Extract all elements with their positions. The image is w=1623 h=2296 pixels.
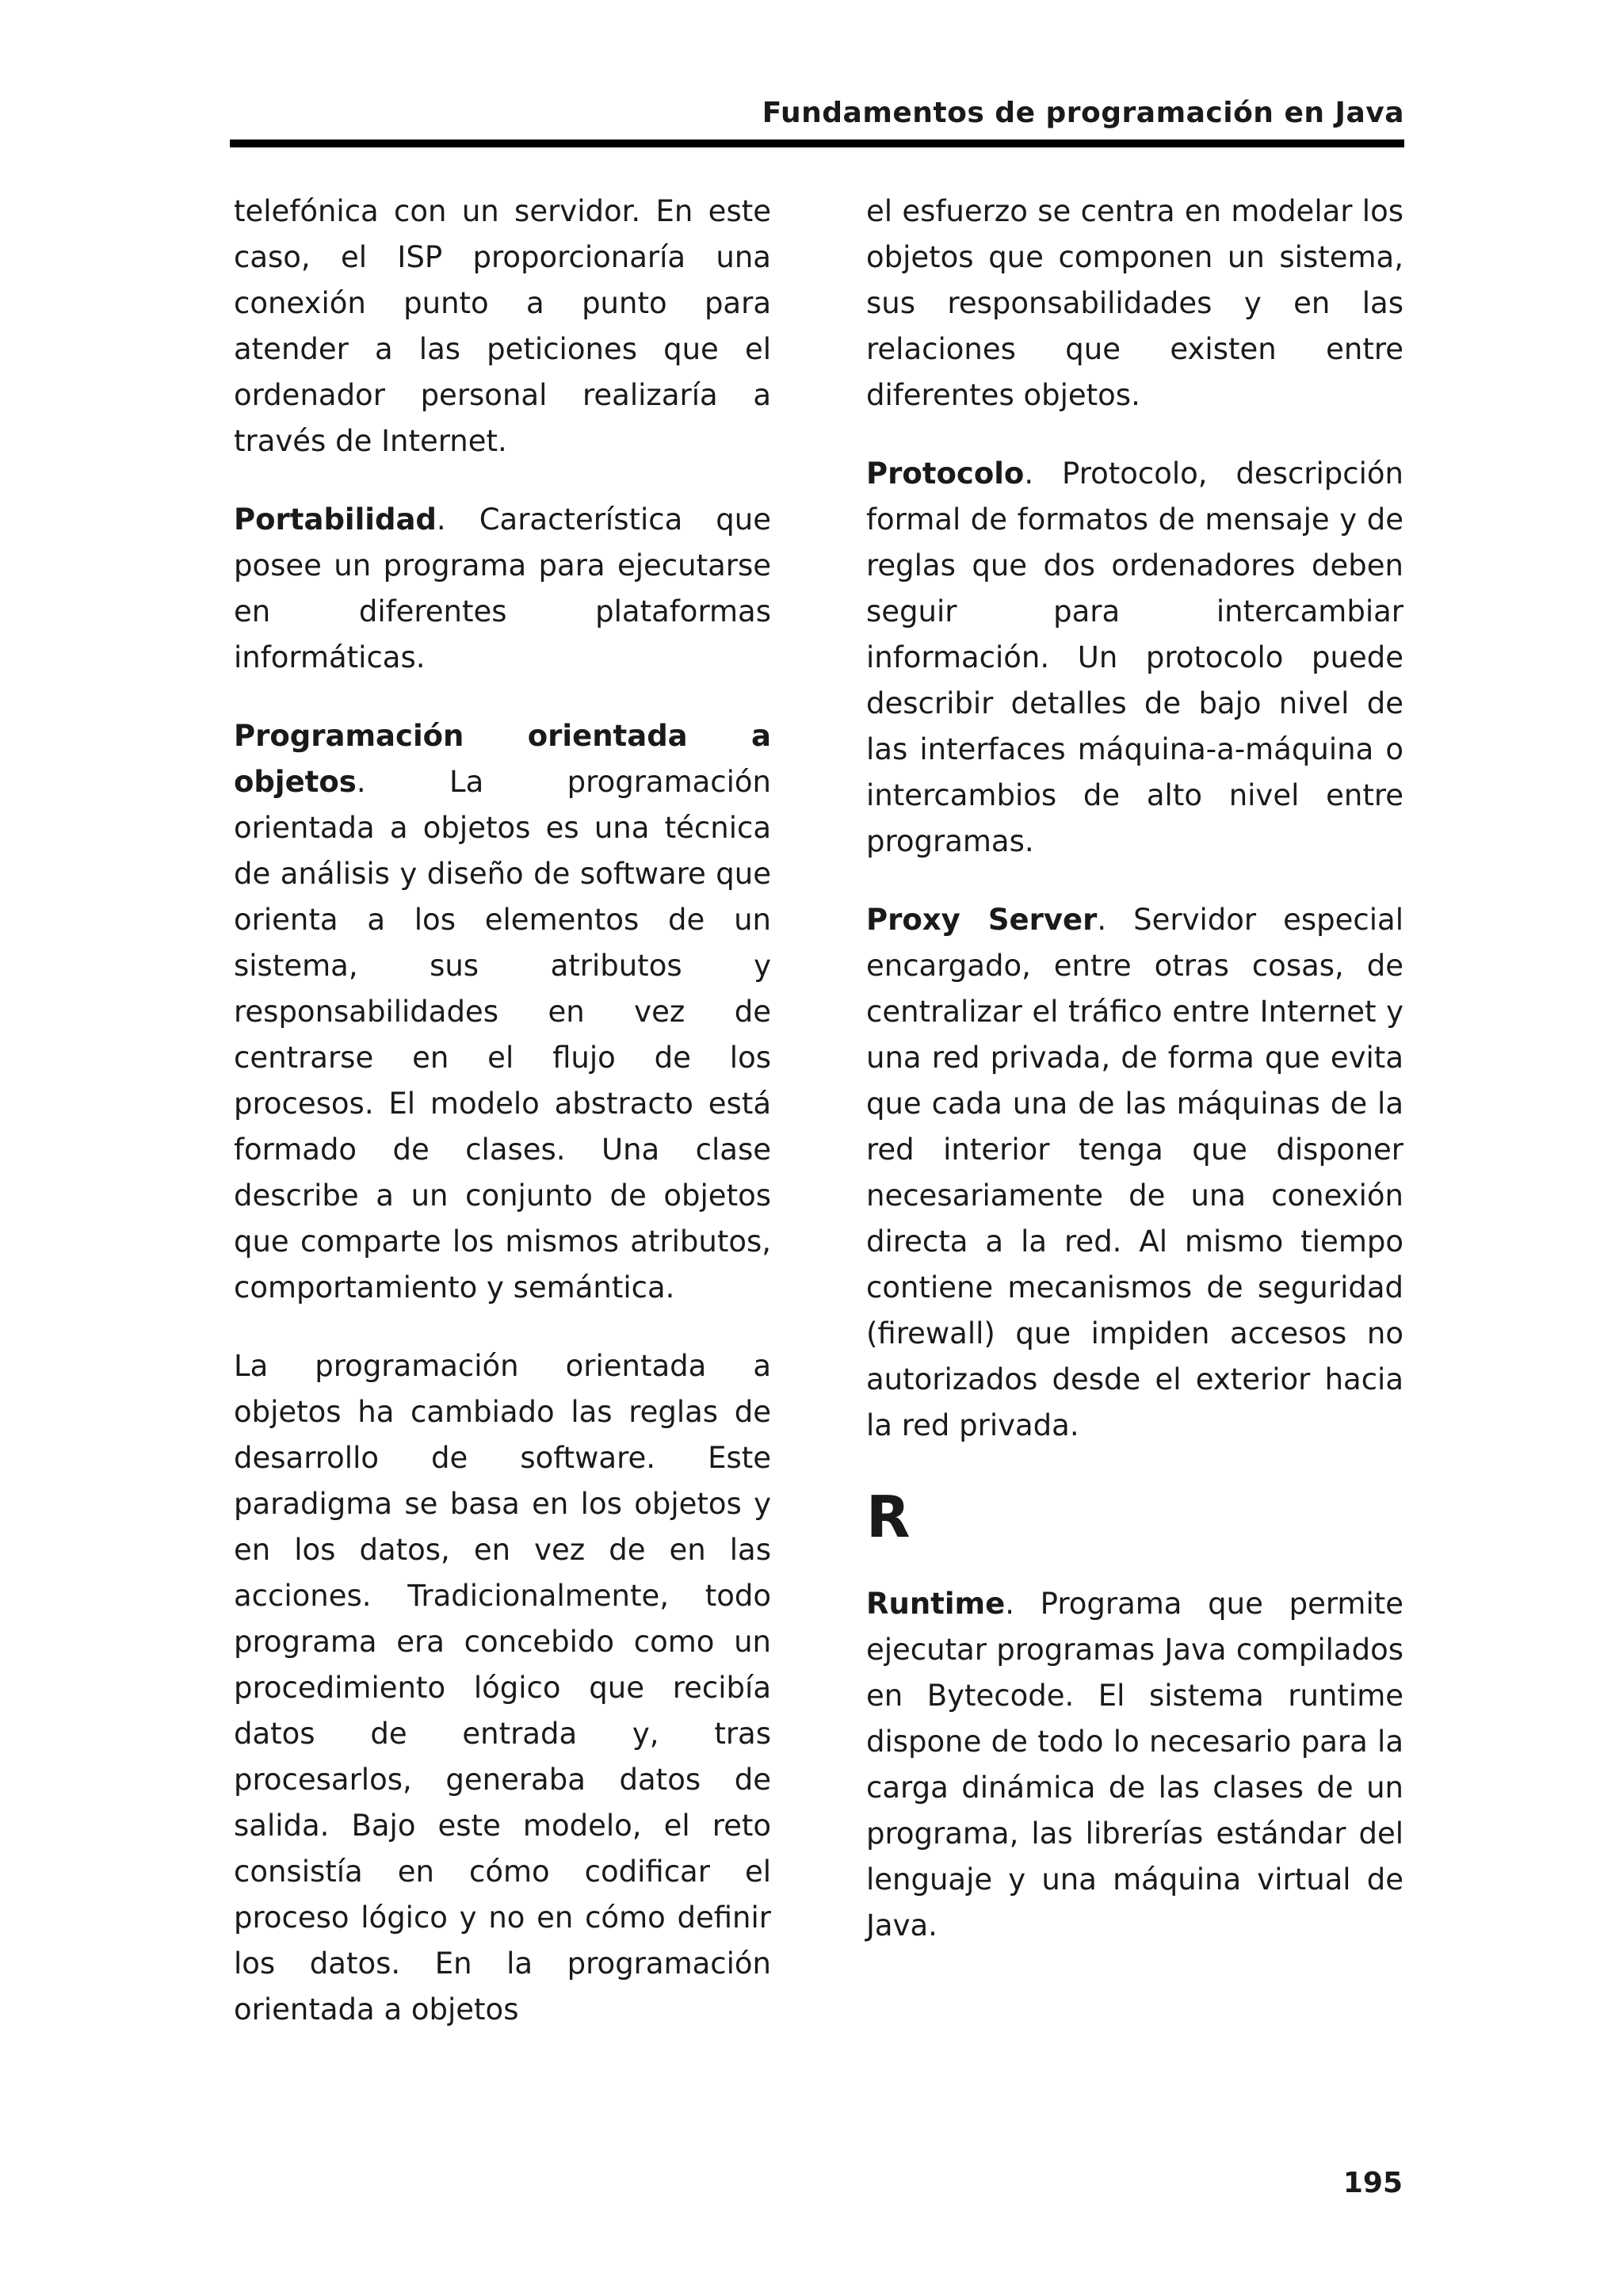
term-proxy-server: Proxy Server (866, 903, 1098, 937)
paragraph-poo-paradigm: La programación orientada a objetos ha cambiado las reglas de desarrollo de software. Este paradigma se basa en los objetos y en los datos, en vez de en las acciones. Tradicionalmente, todo programa era concebido como un procedimiento lógico que recibía datos de entrada y, tras procesarlos, generaba datos de salida. Bajo este modelo, el reto consistía en cómo codificar el proceso lógico y no en cómo definir los datos. En la programación orientada a objetos (234, 1349, 771, 2027)
right-column (866, 189, 1403, 1981)
entry-poo (234, 713, 771, 1311)
running-header: Fundamentos de programación en Java (762, 97, 1404, 129)
definition-proxy-server: . Servidor especial encargado, entre otras cosas, de centralizar el tráfico entre Internet y una red privada, de forma que evita que cada una de las máquinas de la red interior tenga que disponer necesariamente de una conexión directa a la red. Al mismo tiempo contiene mecanismos de seguridad (firewall) que impiden accesos no autorizados desde el exterior hacia la red privada. (866, 903, 1403, 1442)
definition-portabilidad: . Característica que posee un programa para ejecutarse en diferentes plataformas informáticas. (234, 502, 771, 674)
section-letter-heading: R (866, 1484, 911, 1550)
definition-poo: . La programación orientada a objetos es una técnica de análisis y diseño de software que orienta a los elementos de un sistema, sus atributos y responsabilidades en vez de centrarse en el flujo de los procesos. El modelo abstracto está formado de clases. Una clase describe a un conjunto de objetos que comparte los mismos atributos, comportamiento y semántica. (234, 765, 771, 1305)
term-portabilidad: Portabilidad (234, 502, 437, 537)
entry-runtime (866, 1581, 1403, 1949)
term-poo: Programación orientada a objetos (234, 719, 771, 799)
left-column (234, 189, 771, 2065)
paragraph-isp-continuation: telefónica con un servidor. En este caso, el ISP proporcionaría una conexión punto a punto para atender a las peticiones que el ordenador personal realizaría a través de Internet. (234, 194, 771, 458)
entry-portabilidad (234, 497, 771, 681)
page-number: 195 (1342, 2167, 1403, 2199)
term-runtime: Runtime (866, 1587, 1006, 1621)
header-rule (230, 139, 1404, 147)
term-protocolo: Protocolo (866, 457, 1025, 491)
paragraph-poo-continuation: el esfuerzo se centra en modelar los objetos que componen un sistema, sus responsabilidades y en las relaciones que existen entre diferentes objetos. (866, 194, 1403, 412)
entry-protocolo (866, 451, 1403, 865)
definition-runtime: . Programa que permite ejecutar programas Java compilados en Bytecode. El sistema runtime dispone de todo lo necesario para la carga dinámica de las clases de un programa, las librerías estándar del lenguaje y una máquina virtual de Java. (866, 1587, 1403, 1943)
definition-protocolo: . Protocolo, descripción formal de formatos de mensaje y de reglas que dos ordenadores deben seguir para intercambiar información. Un protocolo puede describir detalles de bajo nivel de las interfaces máquina-a-máquina o intercambios de alto nivel entre programas. (866, 457, 1403, 858)
entry-proxy-server (866, 897, 1403, 1449)
